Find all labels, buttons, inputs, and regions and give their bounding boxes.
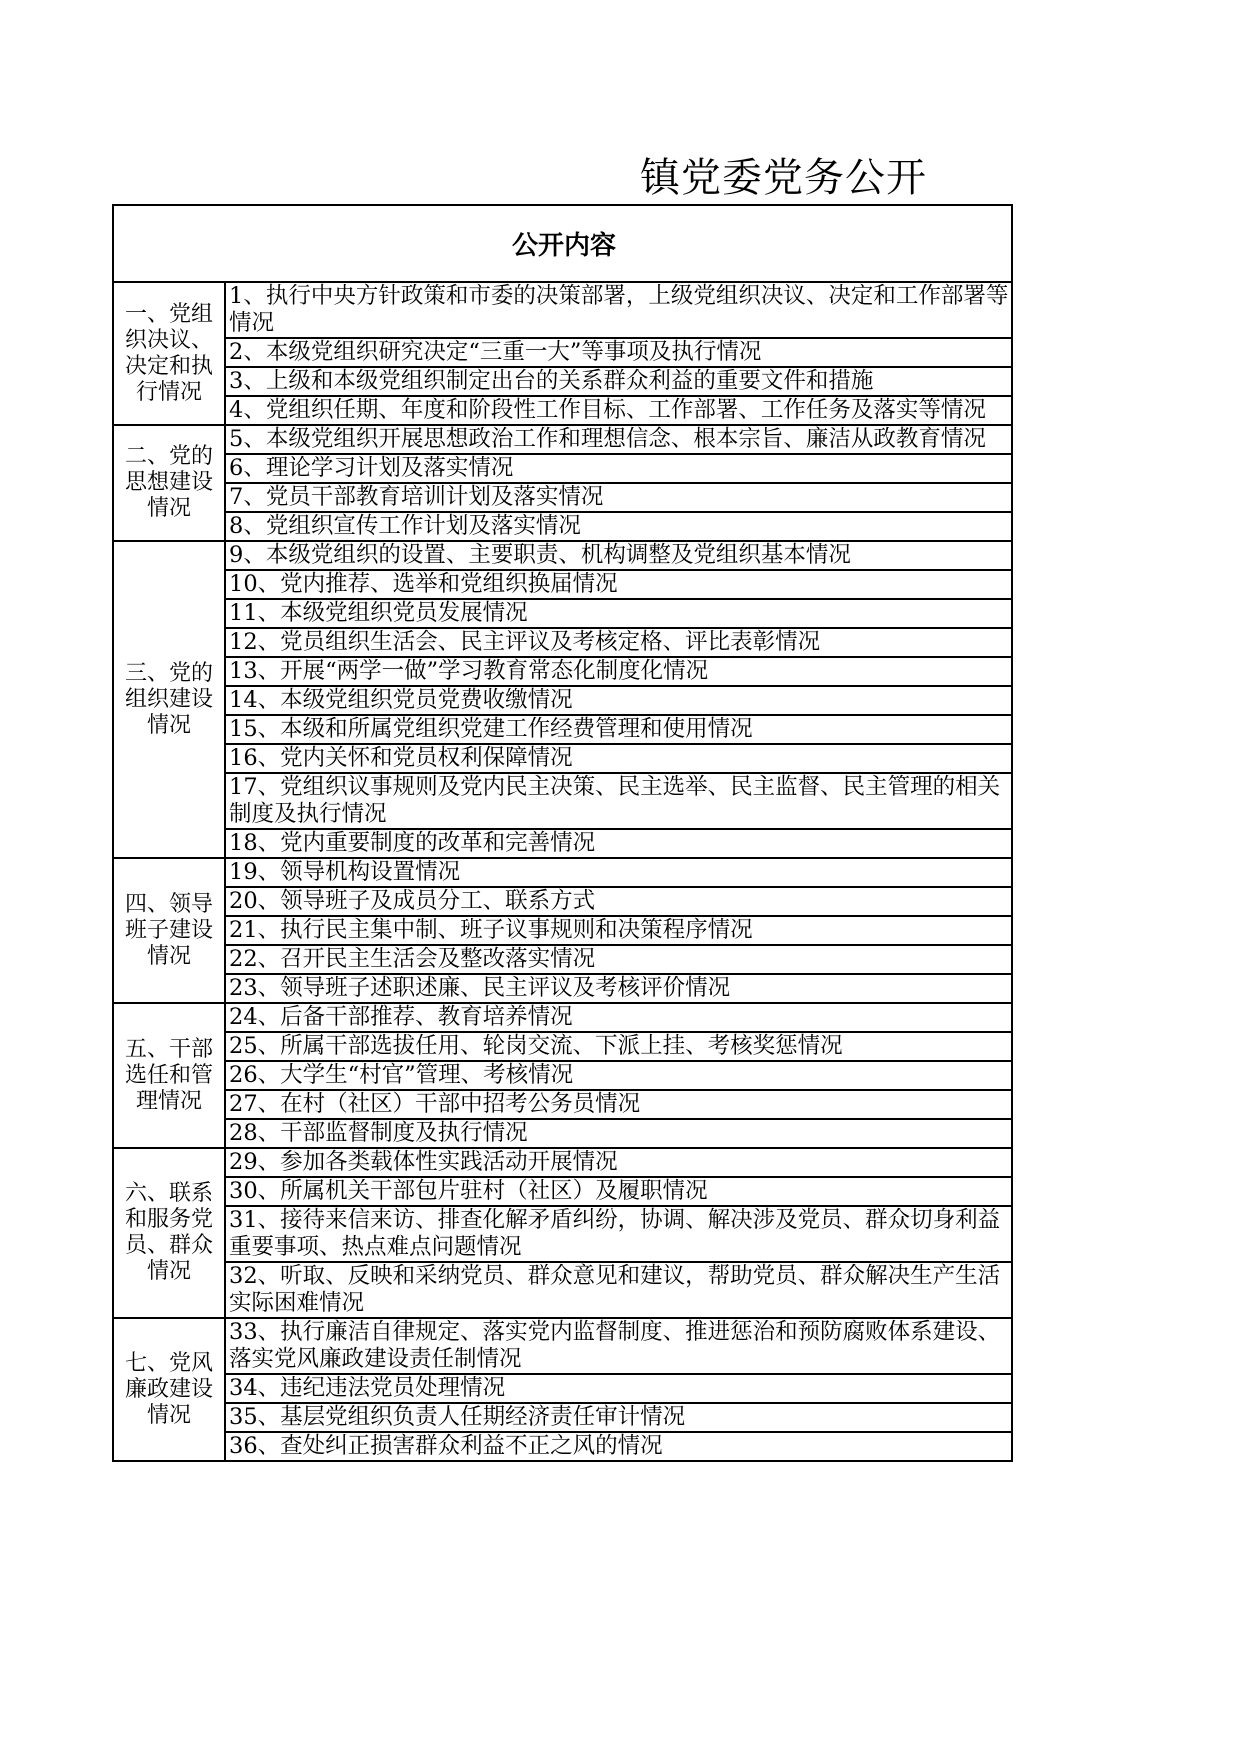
content-item: 1、执行中央方针政策和市委的决策部署，上级党组织决议、决定和工作部署等情况 [225,282,1012,338]
content-item: 31、接待来信来访、排查化解矛盾纠纷，协调、解决涉及党员、群众切身利益重要事项、热点难点问题情况 [225,1206,1012,1262]
content-item: 26、大学生“村官”管理、考核情况 [225,1061,1012,1090]
section-label: 一、党组织决议、决定和执行情况 [113,282,225,425]
table-row [113,1206,1012,1262]
section-label: 五、干部选任和管理情况 [113,1003,225,1148]
page-title: 镇党委党务公开 [640,155,927,201]
table-row [113,1403,1012,1432]
table-row [113,657,1012,686]
table-row [113,1432,1012,1461]
content-item: 34、违纪违法党员处理情况 [225,1374,1012,1403]
content-item: 2、本级党组织研究决定“三重一大”等事项及执行情况 [225,338,1012,367]
table-row [113,512,1012,541]
content-item: 36、查处纠正损害群众利益不正之风的情况 [225,1432,1012,1461]
content-item: 35、基层党组织负责人任期经济责任审计情况 [225,1403,1012,1432]
content-item: 30、所属机关干部包片驻村（社区）及履职情况 [225,1177,1012,1206]
table-row [113,367,1012,396]
header-row [113,205,1012,282]
content-item: 27、在村（社区）干部中招考公务员情况 [225,1090,1012,1119]
content-item: 19、领导机构设置情况 [225,858,1012,887]
content-item: 23、领导班子述职述廉、民主评议及考核评价情况 [225,974,1012,1003]
table-row [113,1061,1012,1090]
section-label: 六、联系和服务党员、群众情况 [113,1148,225,1318]
content-item: 14、本级党组织党员党费收缴情况 [225,686,1012,715]
table-row [113,628,1012,657]
content-item: 29、参加各类载体性实践活动开展情况 [225,1148,1012,1177]
content-item: 3、上级和本级党组织制定出台的关系群众利益的重要文件和措施 [225,367,1012,396]
table-row [113,570,1012,599]
table-row [113,686,1012,715]
table-row [113,1177,1012,1206]
content-item: 20、领导班子及成员分工、联系方式 [225,887,1012,916]
table-row [113,396,1012,425]
section-label: 四、领导班子建设情况 [113,858,225,1003]
table-header: 公开内容 [113,205,1012,282]
table-row [113,338,1012,367]
content-item: 22、召开民主生活会及整改落实情况 [225,945,1012,974]
table-row [113,945,1012,974]
table-row [113,1318,1012,1374]
table-row [113,974,1012,1003]
content-item: 28、干部监督制度及执行情况 [225,1119,1012,1148]
content-item: 8、党组织宣传工作计划及落实情况 [225,512,1012,541]
content-item: 10、党内推荐、选举和党组织换届情况 [225,570,1012,599]
table-row [113,425,1012,454]
table-row [113,1374,1012,1403]
disclosure-table [112,204,1013,1462]
section-label: 三、党的组织建设情况 [113,541,225,858]
table-row [113,916,1012,945]
content-item: 4、党组织任期、年度和阶段性工作目标、工作部署、工作任务及落实等情况 [225,396,1012,425]
table-row [113,1003,1012,1032]
table-row [113,1119,1012,1148]
content-item: 18、党内重要制度的改革和完善情况 [225,829,1012,858]
content-item: 9、本级党组织的设置、主要职责、机构调整及党组织基本情况 [225,541,1012,570]
table-row [113,744,1012,773]
table-row [113,454,1012,483]
table-row [113,1090,1012,1119]
content-item: 32、听取、反映和采纳党员、群众意见和建议，帮助党员、群众解决生产生活实际困难情况 [225,1262,1012,1318]
content-item: 13、开展“两学一做”学习教育常态化制度化情况 [225,657,1012,686]
table-row [113,1262,1012,1318]
content-item: 7、党员干部教育培训计划及落实情况 [225,483,1012,512]
content-item: 15、本级和所属党组织党建工作经费管理和使用情况 [225,715,1012,744]
content-item: 12、党员组织生活会、民主评议及考核定格、评比表彰情况 [225,628,1012,657]
table-row [113,773,1012,829]
section-label: 二、党的思想建设情况 [113,425,225,541]
table-row [113,829,1012,858]
table-row [113,483,1012,512]
content-item: 25、所属干部选拔任用、轮岗交流、下派上挂、考核奖惩情况 [225,1032,1012,1061]
content-item: 33、执行廉洁自律规定、落实党内监督制度、推进惩治和预防腐败体系建设、落实党风廉政建设责任制情况 [225,1318,1012,1374]
content-item: 16、党内关怀和党员权利保障情况 [225,744,1012,773]
content-item: 17、党组织议事规则及党内民主决策、民主选举、民主监督、民主管理的相关制度及执行情况 [225,773,1012,829]
section-label: 七、党风廉政建设情况 [113,1318,225,1461]
table-row [113,1148,1012,1177]
content-item: 6、理论学习计划及落实情况 [225,454,1012,483]
table-row [113,858,1012,887]
content-item: 24、后备干部推荐、教育培养情况 [225,1003,1012,1032]
page-title-clip [640,148,1020,208]
table-row [113,599,1012,628]
table-row [113,887,1012,916]
table-row [113,715,1012,744]
table-row [113,1032,1012,1061]
content-item: 5、本级党组织开展思想政治工作和理想信念、根本宗旨、廉洁从政教育情况 [225,425,1012,454]
content-item: 11、本级党组织党员发展情况 [225,599,1012,628]
content-item: 21、执行民主集中制、班子议事规则和决策程序情况 [225,916,1012,945]
table-row [113,541,1012,570]
table-row [113,282,1012,338]
